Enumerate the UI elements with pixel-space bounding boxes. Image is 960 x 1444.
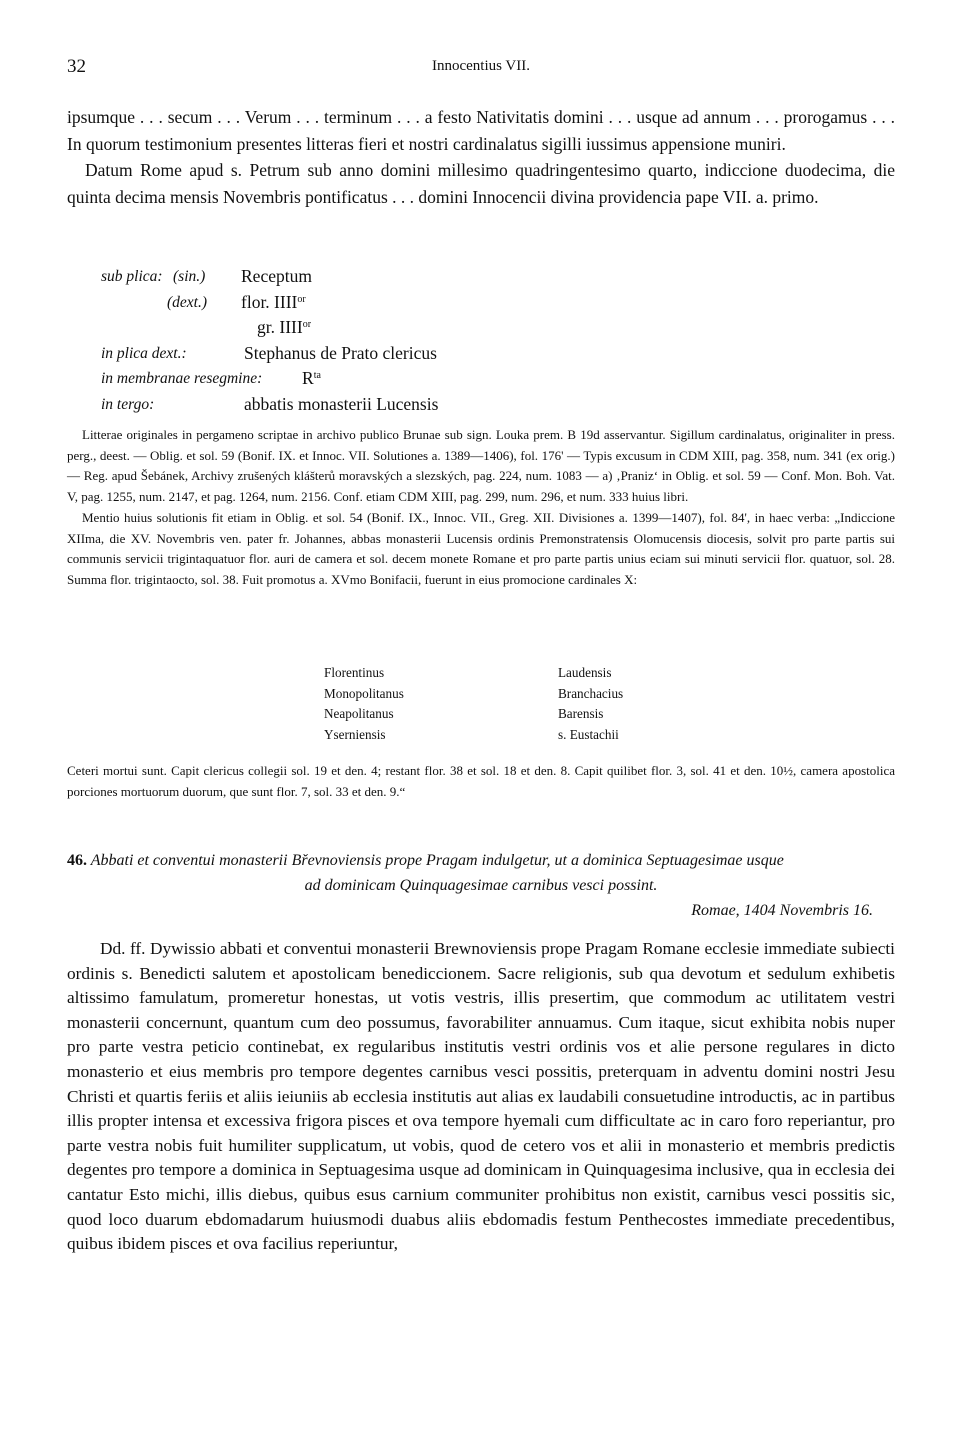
tergo-value: abbatis monasterii Lucensis bbox=[244, 393, 439, 414]
document-date: Romae, 1404 Novembris 16. bbox=[691, 902, 873, 919]
note-paragraph bbox=[67, 425, 895, 508]
cardinals-column-left bbox=[324, 663, 404, 745]
gr-superscript: or bbox=[302, 319, 312, 330]
editorial-notes bbox=[67, 425, 895, 591]
cardinals-column-right bbox=[558, 663, 623, 745]
gr-value bbox=[257, 315, 311, 341]
plica-row-sin bbox=[101, 264, 861, 290]
sub-plica-label: sub plica: bbox=[101, 268, 163, 285]
document-title-text: Abbati et conventui monasterii Břevnoviensis prope Pragam indulgetur, ut a dominica Septuagesimae usque bbox=[90, 852, 784, 869]
datum-paragraph bbox=[67, 157, 895, 210]
document-number: 46. bbox=[67, 852, 87, 869]
dext-value-text: flor. IIII bbox=[241, 291, 298, 312]
cardinal-name: Neapolitanus bbox=[324, 706, 394, 722]
sin-value: Receptum bbox=[241, 266, 312, 286]
cardinal-name: Florentinus bbox=[324, 665, 385, 680]
plica-row-tergo bbox=[101, 392, 861, 418]
membrana-value bbox=[302, 366, 321, 392]
document-title-line2: ad dominicam Quinquagesimae carnibus vesci possint. bbox=[304, 877, 658, 894]
document-heading bbox=[67, 848, 895, 923]
document-title-line1 bbox=[67, 848, 895, 873]
dext-label: (dext.) bbox=[167, 293, 208, 311]
page-header bbox=[67, 56, 895, 84]
dext-superscript: or bbox=[297, 293, 306, 305]
cardinal-name: Branchacius bbox=[558, 685, 624, 701]
ceteri-text: Ceteri mortui sunt. Capit clericus collegii sol. 19 et den. 4; restant flor. 38 et sol. 18 et den. 8. Capit quilibet flor. 3, sol. 41 et den. 10½, camera apostolica porciones mortuorum duorum, que sunt flor. 7, sol. 33 et den. 9.“ bbox=[67, 763, 895, 799]
letter-paragraph: ipsumque . . . secum . . . Verum . . . terminum . . . a festo Nativitatis domini . . . usque ad annum . . . prorogamus . . . In quorum testimonium presentes litteras fieri et nostri cardinalatus sigilli iussimus appensione muniri. bbox=[67, 107, 895, 154]
document-body-paragraph bbox=[67, 937, 895, 1257]
gr-value-text: gr. IIII bbox=[257, 317, 303, 337]
in-plica-label: in plica dext.: bbox=[101, 344, 187, 362]
datum-text: Datum Rome apud s. Petrum sub anno domini millesimo quadringentesimo quarto, indiccione duodecima, die quinta decima mensis Novembris pontificatus . . . domini Innocencii divina providencia pape VII. a. primo. bbox=[67, 160, 895, 207]
running-title: Innocentius VII. bbox=[431, 58, 531, 74]
sin-label: (sin.) bbox=[173, 268, 206, 285]
plica-row-membrana bbox=[101, 366, 861, 392]
note-paragraph bbox=[67, 508, 895, 591]
document-body-text: Dd. ff. Dywissio abbati et conventui monasterii Brewnoviensis prope Pragam Romane ecclesie immediate subiecti ordinis s. Benedicti salutem et apostolicam benediccionem. Sacre religionis, sub qua devotum et sedulum exhibetis altissimo famulatum, promeretur honestas, ut votis vestris, illis presertim, que commodum ac utilitatem vestri monasterii concernunt, quantum cum deo possumus, favorabiliter annuamus. Cum itaque, sicut exhibita nobis nuper pro parte vestra peticio continebat, ex regularibus institutis vestri ordinis vos et alie persone regulares in dicto monasterio et eius membris pro tempore degentes carnibus vesci possitis, preterquam in adventu domini nostri Jesu Christi et quartis feriis et aliis ieiuniis ab ecclesia institutis aut alias ex laudabili consuetudine introductis, ac in partibus illis propter intensa et excessiva frigora pisces et ova tempore hyemali cum difficultate ac in caro foro reperiantur, pro parte vestra nobis fuit humiliter supplicatum, ut vobis, quod de cetero vos et alii in monasterio et membris predictis degentes pro tempore a dominica in Septuagesima usque ad dominicam in Quinquagesima inclusive, qua in ecclesia dei cantatur Esto michi, illis diebus, quibus esus carnium communiter prohibitus non existit, carnibus vesci possitis sic, quod loco duarum ebdomadarum huiusmodi duabus aliis ebdomadis festum Penthecostes immediate precedentibus, quibus ibidem pisces et ova facilius reperiuntur, bbox=[67, 939, 895, 1254]
plica-row-dext bbox=[101, 290, 861, 316]
note-text: Litterae originales in pergameno scriptae in archivo publico Brunae sub sign. Louka prem. B 19d asservantur. Sigillum cardinalatus, originaliter in press. perg., deest. — Oblig. et sol. 59 (Bonif. IX. et Innoc. VII. Solutiones a. 1389—1406), fol. 176' — Typis excusum in CDM XIII, pag. 358, num. 341 (ex orig.) — Reg. apud Šebánek, Archivy zrušených klášterů moravských a slezských, pag. 224, num. 1083 — a) ‚Praniz‘ in Oblig. et sol. 59 — Conf. Mon. Boh. Vat. V, pag. 1255, num. 2147, et pag. 1264, num. 2156. Conf. etiam CDM XIII, pag. 299, num. 296, et num. 333 huius libri. bbox=[67, 427, 895, 505]
document-body bbox=[67, 937, 895, 1257]
cardinal-name: Yserniensis bbox=[324, 726, 386, 742]
membrana-superscript: ta bbox=[313, 370, 321, 381]
plica-annotations bbox=[101, 264, 861, 417]
in-plica-value: Stephanus de Prato clericus bbox=[244, 342, 437, 363]
plica-row-in-plica bbox=[101, 341, 861, 367]
membrana-value-text: R bbox=[302, 368, 314, 388]
tergo-label: in tergo: bbox=[101, 395, 155, 413]
letter-text-continuation bbox=[67, 104, 895, 210]
note-text: Mentio huius solutionis fit etiam in Oblig. et sol. 54 (Bonif. IX., Innoc. VII., Greg. XII. Divisiones a. 1399—1407), fol. 84', in haec verba: „Indiccione XIIma, die XV. Novembris ven. pater fr. Johannes, abbas monasterii Lucensis ordinis Premonstratensis Olomucensis diocesis, solvit pro parte partis sui communis servicii trigintaquatuor flor. auri de camera et sol. decem monete Romane et pro parte partis unius eciam sui minuti servicii flor. quatuor, sol. 28. Summa flor. trigintaocto, sol. 38. Fuit promotus a. XVmo Bonifacii, fuerunt in eius promocione cardinales X: bbox=[67, 509, 895, 587]
cardinal-name: Monopolitanus bbox=[324, 685, 404, 701]
membrana-label: in membranae resegmine: bbox=[101, 370, 263, 387]
ceteri-note bbox=[67, 761, 895, 802]
plica-row-gr bbox=[101, 315, 861, 341]
cardinal-name: Laudensis bbox=[558, 665, 612, 680]
cardinal-name: Barensis bbox=[558, 706, 604, 722]
cardinal-name: s. Eustachii bbox=[558, 726, 619, 742]
page-number: 32 bbox=[67, 56, 86, 77]
dext-value bbox=[241, 290, 306, 316]
